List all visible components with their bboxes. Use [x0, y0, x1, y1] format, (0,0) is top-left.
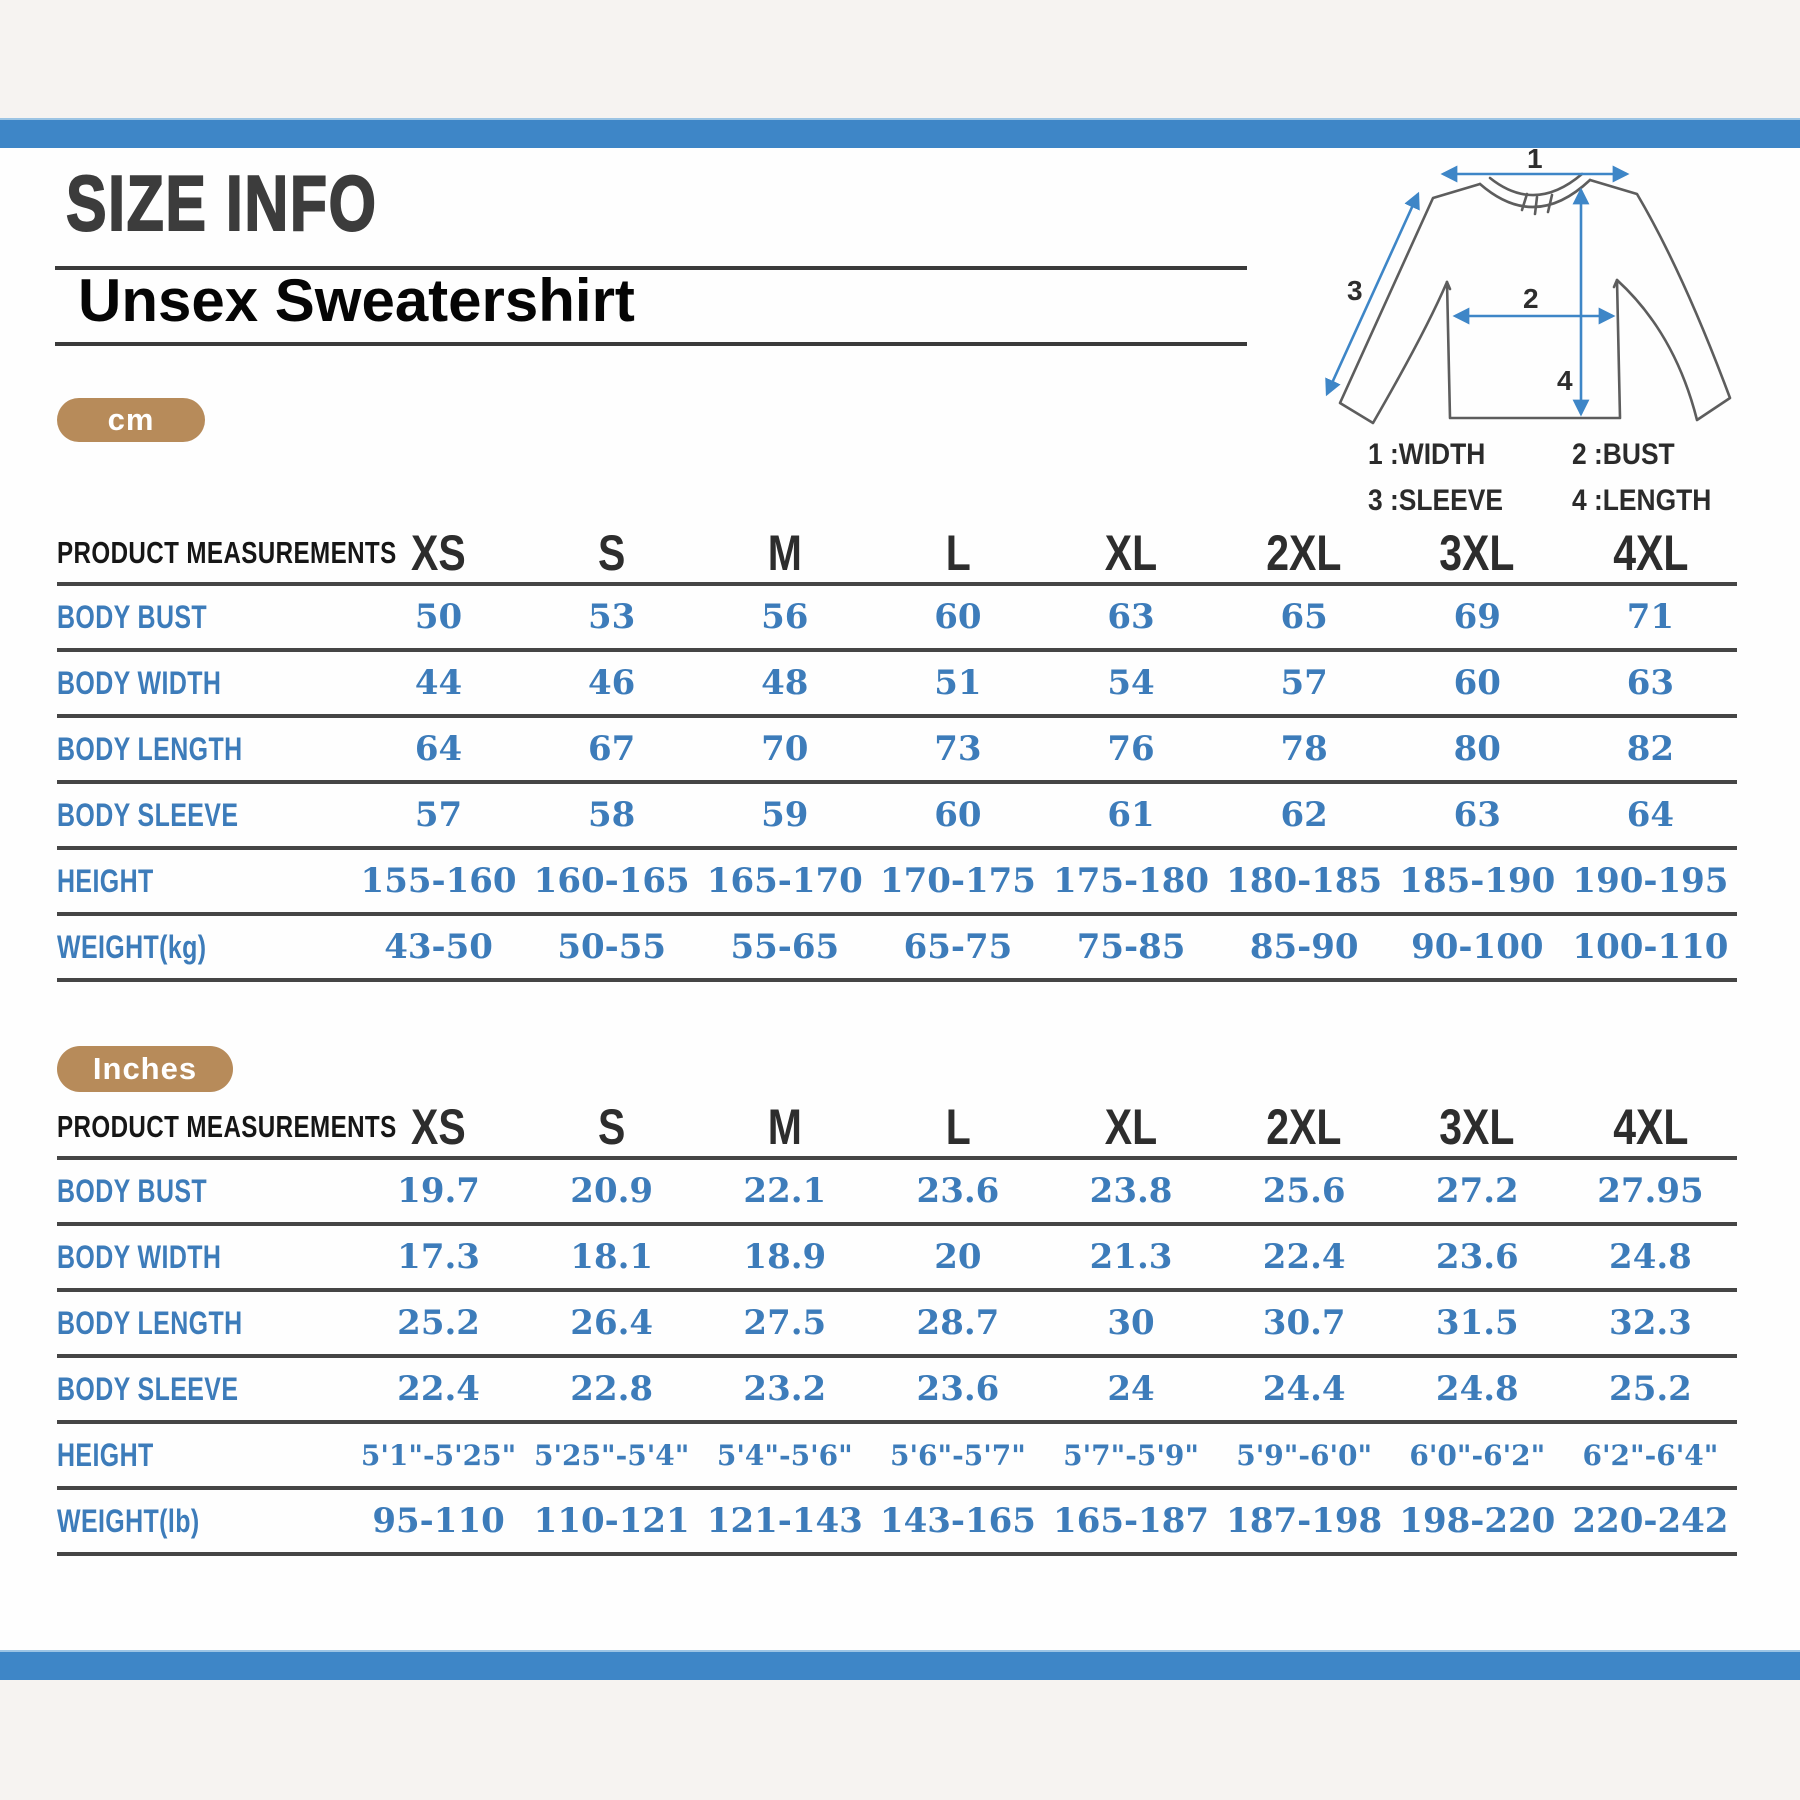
measurement-value: 165-170 — [698, 848, 871, 914]
measurement-value: 18.9 — [698, 1224, 871, 1290]
measurement-value: 59 — [698, 782, 871, 848]
measurement-value: 5'25"-5'4" — [525, 1422, 698, 1488]
measurement-value: 64 — [352, 716, 525, 782]
measurement-value: 121-143 — [698, 1488, 871, 1554]
measurement-value: 24.8 — [1391, 1356, 1564, 1422]
measurement-row — [57, 914, 1737, 980]
measurement-value: 165-187 — [1045, 1488, 1218, 1554]
measurement-value: 57 — [352, 782, 525, 848]
measurement-value: 80 — [1391, 716, 1564, 782]
measurement-row — [57, 650, 1737, 716]
measurement-value: 95-110 — [352, 1488, 525, 1554]
measurement-value: 50-55 — [525, 914, 698, 980]
size-column-header: S — [525, 524, 698, 584]
size-column-header: M — [698, 524, 871, 584]
measurement-arrows — [1327, 174, 1627, 414]
measurement-value: 190-195 — [1564, 848, 1737, 914]
measurement-value: 17.3 — [352, 1224, 525, 1290]
product-subtitle: Unsex Sweatershirt — [78, 267, 635, 334]
measurement-value: 31.5 — [1391, 1290, 1564, 1356]
measurement-value: 30 — [1045, 1290, 1218, 1356]
diagram-marker-length: 4 — [1557, 365, 1573, 396]
diagram-marker-width: 1 — [1527, 148, 1543, 174]
size-column-header: 2XL — [1218, 524, 1391, 584]
measurement-row — [57, 1224, 1737, 1290]
legend-item: 2 :BUST — [1572, 438, 1675, 471]
measurement-value: 44 — [352, 650, 525, 716]
measurement-label: BODY SLEEVE — [57, 782, 352, 848]
product-measurements-header: PRODUCT MEASUREMENTS — [57, 1098, 352, 1158]
measurement-label: BODY SLEEVE — [57, 1356, 352, 1422]
measurement-value: 60 — [1391, 650, 1564, 716]
measurement-value: 62 — [1218, 782, 1391, 848]
measurement-row — [57, 1158, 1737, 1224]
measurement-value: 73 — [871, 716, 1044, 782]
measurement-label: HEIGHT — [57, 1422, 352, 1488]
measurement-value: 24.4 — [1218, 1356, 1391, 1422]
size-column-header: XS — [352, 524, 525, 584]
measurement-value: 5'6"-5'7" — [871, 1422, 1044, 1488]
measurement-value: 32.3 — [1564, 1290, 1737, 1356]
measurement-row — [57, 1422, 1737, 1488]
measurement-row — [57, 782, 1737, 848]
legend-item: 1 :WIDTH — [1368, 438, 1486, 471]
measurement-label: WEIGHT(lb) — [57, 1488, 352, 1554]
measurement-row — [57, 848, 1737, 914]
size-column-header: 4XL — [1564, 524, 1737, 584]
measurement-value: 24.8 — [1564, 1224, 1737, 1290]
measurement-value: 22.8 — [525, 1356, 698, 1422]
measurement-value: 63 — [1564, 650, 1737, 716]
measurement-value: 23.8 — [1045, 1158, 1218, 1224]
size-column-header: 2XL — [1218, 1098, 1391, 1158]
size-column-header: 3XL — [1391, 524, 1564, 584]
size-column-header: 4XL — [1564, 1098, 1737, 1158]
measurement-value: 160-165 — [525, 848, 698, 914]
measurement-value: 155-160 — [352, 848, 525, 914]
cm-unit-badge: cm — [57, 398, 205, 442]
measurement-value: 48 — [698, 650, 871, 716]
measurement-value: 30.7 — [1218, 1290, 1391, 1356]
measurement-value: 6'0"-6'2" — [1391, 1422, 1564, 1488]
measurement-value: 71 — [1564, 584, 1737, 650]
measurement-value: 23.6 — [1391, 1224, 1564, 1290]
measurement-value: 187-198 — [1218, 1488, 1391, 1554]
measurement-row — [57, 716, 1737, 782]
measurement-value: 180-185 — [1218, 848, 1391, 914]
measurement-value: 27.5 — [698, 1290, 871, 1356]
measurement-value: 65-75 — [871, 914, 1044, 980]
measurement-value: 63 — [1045, 584, 1218, 650]
measurement-label: BODY WIDTH — [57, 1224, 352, 1290]
measurement-value: 175-180 — [1045, 848, 1218, 914]
size-column-header: L — [871, 1098, 1044, 1158]
top-accent-bar — [0, 118, 1800, 148]
size-column-header: L — [871, 524, 1044, 584]
measurement-row — [57, 584, 1737, 650]
measurement-value: 69 — [1391, 584, 1564, 650]
measurement-value: 198-220 — [1391, 1488, 1564, 1554]
measurement-value: 24 — [1045, 1356, 1218, 1422]
measurement-value: 25.6 — [1218, 1158, 1391, 1224]
size-table-header-row — [57, 524, 1737, 584]
measurement-label: HEIGHT — [57, 848, 352, 914]
legend-item: 3 :SLEEVE — [1368, 484, 1503, 517]
measurement-value: 58 — [525, 782, 698, 848]
bottom-accent-bar — [0, 1650, 1800, 1680]
product-measurements-header: PRODUCT MEASUREMENTS — [57, 524, 352, 584]
measurement-value: 55-65 — [698, 914, 871, 980]
measurement-value: 64 — [1564, 782, 1737, 848]
measurement-value: 6'2"-6'4" — [1564, 1422, 1737, 1488]
measurement-value: 60 — [871, 584, 1044, 650]
measurement-value: 19.7 — [352, 1158, 525, 1224]
inches-size-table — [57, 1098, 1737, 1556]
measurement-value: 23.2 — [698, 1356, 871, 1422]
measurement-value: 21.3 — [1045, 1224, 1218, 1290]
size-column-header: XS — [352, 1098, 525, 1158]
measurement-value: 78 — [1218, 716, 1391, 782]
inches-unit-badge: Inches — [57, 1046, 233, 1092]
measurement-value: 25.2 — [1564, 1356, 1737, 1422]
measurement-value: 90-100 — [1391, 914, 1564, 980]
page-title: SIZE INFO — [66, 159, 378, 247]
size-column-header: XL — [1045, 524, 1218, 584]
measurement-value: 185-190 — [1391, 848, 1564, 914]
measurement-value: 5'1"-5'25" — [352, 1422, 525, 1488]
measurement-label: BODY WIDTH — [57, 650, 352, 716]
measurement-value: 22.4 — [352, 1356, 525, 1422]
measurement-value: 43-50 — [352, 914, 525, 980]
size-table-header-row — [57, 1098, 1737, 1158]
measurement-row — [57, 1290, 1737, 1356]
diagram-marker-bust: 2 — [1523, 283, 1539, 314]
size-column-header: XL — [1045, 1098, 1218, 1158]
measurement-value: 60 — [871, 782, 1044, 848]
measurement-value: 170-175 — [871, 848, 1044, 914]
measurement-value: 76 — [1045, 716, 1218, 782]
measurement-value: 100-110 — [1564, 914, 1737, 980]
measurement-value: 23.6 — [871, 1158, 1044, 1224]
measurement-row — [57, 1488, 1737, 1554]
size-column-header: 3XL — [1391, 1098, 1564, 1158]
measurement-value: 56 — [698, 584, 871, 650]
measurement-value: 22.1 — [698, 1158, 871, 1224]
measurement-value: 46 — [525, 650, 698, 716]
measurement-label: BODY LENGTH — [57, 716, 352, 782]
measurement-value: 61 — [1045, 782, 1218, 848]
measurement-value: 110-121 — [525, 1488, 698, 1554]
measurement-value: 63 — [1391, 782, 1564, 848]
measurement-label: BODY LENGTH — [57, 1290, 352, 1356]
measurement-value: 26.4 — [525, 1290, 698, 1356]
measurement-value: 28.7 — [871, 1290, 1044, 1356]
measurement-value: 20.9 — [525, 1158, 698, 1224]
measurement-label: BODY BUST — [57, 584, 352, 650]
measurement-value: 67 — [525, 716, 698, 782]
measurement-value: 75-85 — [1045, 914, 1218, 980]
measurement-value: 5'7"-5'9" — [1045, 1422, 1218, 1488]
measurement-value: 85-90 — [1218, 914, 1391, 980]
diagram-marker-sleeve: 3 — [1347, 275, 1363, 306]
measurement-value: 23.6 — [871, 1356, 1044, 1422]
measurement-value: 27.95 — [1564, 1158, 1737, 1224]
measurement-value: 25.2 — [352, 1290, 525, 1356]
measurement-value: 22.4 — [1218, 1224, 1391, 1290]
measurement-value: 54 — [1045, 650, 1218, 716]
measurement-row — [57, 1356, 1737, 1422]
measurement-value: 70 — [698, 716, 871, 782]
measurement-value: 57 — [1218, 650, 1391, 716]
measurement-value: 53 — [525, 584, 698, 650]
measurement-value: 220-242 — [1564, 1488, 1737, 1554]
size-column-header: M — [698, 1098, 871, 1158]
measurement-value: 27.2 — [1391, 1158, 1564, 1224]
diagram-legend — [1368, 438, 1730, 518]
measurement-value: 65 — [1218, 584, 1391, 650]
measurement-value: 143-165 — [871, 1488, 1044, 1554]
measurement-value: 50 — [352, 584, 525, 650]
measurement-value: 51 — [871, 650, 1044, 716]
cm-size-table — [57, 524, 1737, 982]
measurement-value: 82 — [1564, 716, 1737, 782]
measurement-label: BODY BUST — [57, 1158, 352, 1224]
measurement-value: 5'4"-5'6" — [698, 1422, 871, 1488]
measurement-value: 5'9"-6'0" — [1218, 1422, 1391, 1488]
size-column-header: S — [525, 1098, 698, 1158]
measurement-label: WEIGHT(kg) — [57, 914, 352, 980]
content-area — [0, 148, 1800, 1650]
sweatshirt-measurement-diagram — [1285, 148, 1785, 458]
measurement-value: 20 — [871, 1224, 1044, 1290]
divider-line — [55, 342, 1247, 346]
legend-item: 4 :LENGTH — [1572, 484, 1712, 517]
measurement-value: 18.1 — [525, 1224, 698, 1290]
